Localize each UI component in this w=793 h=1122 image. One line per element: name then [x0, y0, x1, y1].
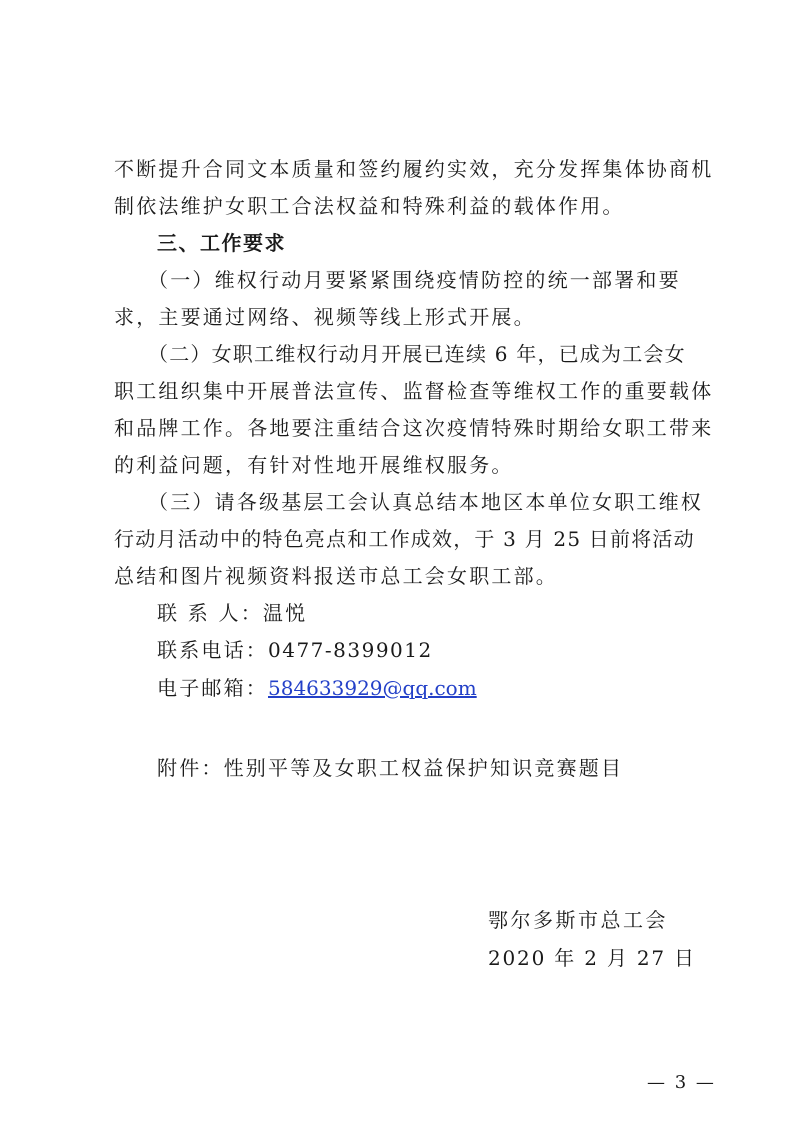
paragraph-line: 行动月活动中的特色亮点和工作成效，于 3 月 25 日前将活动 [114, 527, 695, 551]
paragraph-line: 求，主要通过网络、视频等线上形式开展。 [114, 305, 536, 329]
paragraph-line: （二）女职工维权行动月开展已连续 6 年，已成为工会女 [148, 342, 686, 366]
paragraph-line: 不断提升合同文本质量和签约履约实效，充分发挥集体协商机 [114, 157, 714, 181]
page-number: — 3 — [647, 1072, 716, 1093]
paragraph-line: 总结和图片视频资料报送市总工会女职工部。 [114, 564, 558, 588]
contact-person-name: 温悦 [262, 601, 308, 625]
contact-email-link[interactable]: 584633929@qq.com [268, 676, 477, 700]
contact-phone-label: 联系电话： [157, 638, 268, 662]
paragraph-line: 职工组织集中开展普法宣传、监督检查等维权工作的重要载体 [114, 379, 714, 403]
attachment-note: 附件：性别平等及女职工权益保护知识竞赛题目 [157, 756, 624, 780]
paragraph-line: 的利益问题，有针对性地开展维权服务。 [114, 453, 514, 477]
contact-email [157, 674, 477, 702]
paragraph-line: （三）请各级基层工会认真总结本地区本单位女职工维权 [148, 490, 703, 514]
contact-phone-value: 0477-8399012 [268, 638, 433, 662]
contact-email-label: 电子邮箱： [157, 676, 268, 700]
signature-date: 2020 年 2 月 27 日 [488, 946, 696, 970]
signature-org: 鄂尔多斯市总工会 [488, 908, 668, 932]
paragraph-line: 制依法维护女职工合法权益和特殊利益的载体作用。 [114, 194, 625, 218]
contact-person-label: 联 系 人： [157, 601, 263, 625]
section-heading: 三、工作要求 [157, 231, 286, 255]
contact-person [157, 599, 307, 627]
paragraph-line: 和品牌工作。各地要注重结合这次疫情特殊时期给女职工带来 [114, 416, 714, 440]
paragraph-line: （一）维权行动月要紧紧围绕疫情防控的统一部署和要 [148, 268, 681, 292]
contact-phone [157, 636, 433, 664]
